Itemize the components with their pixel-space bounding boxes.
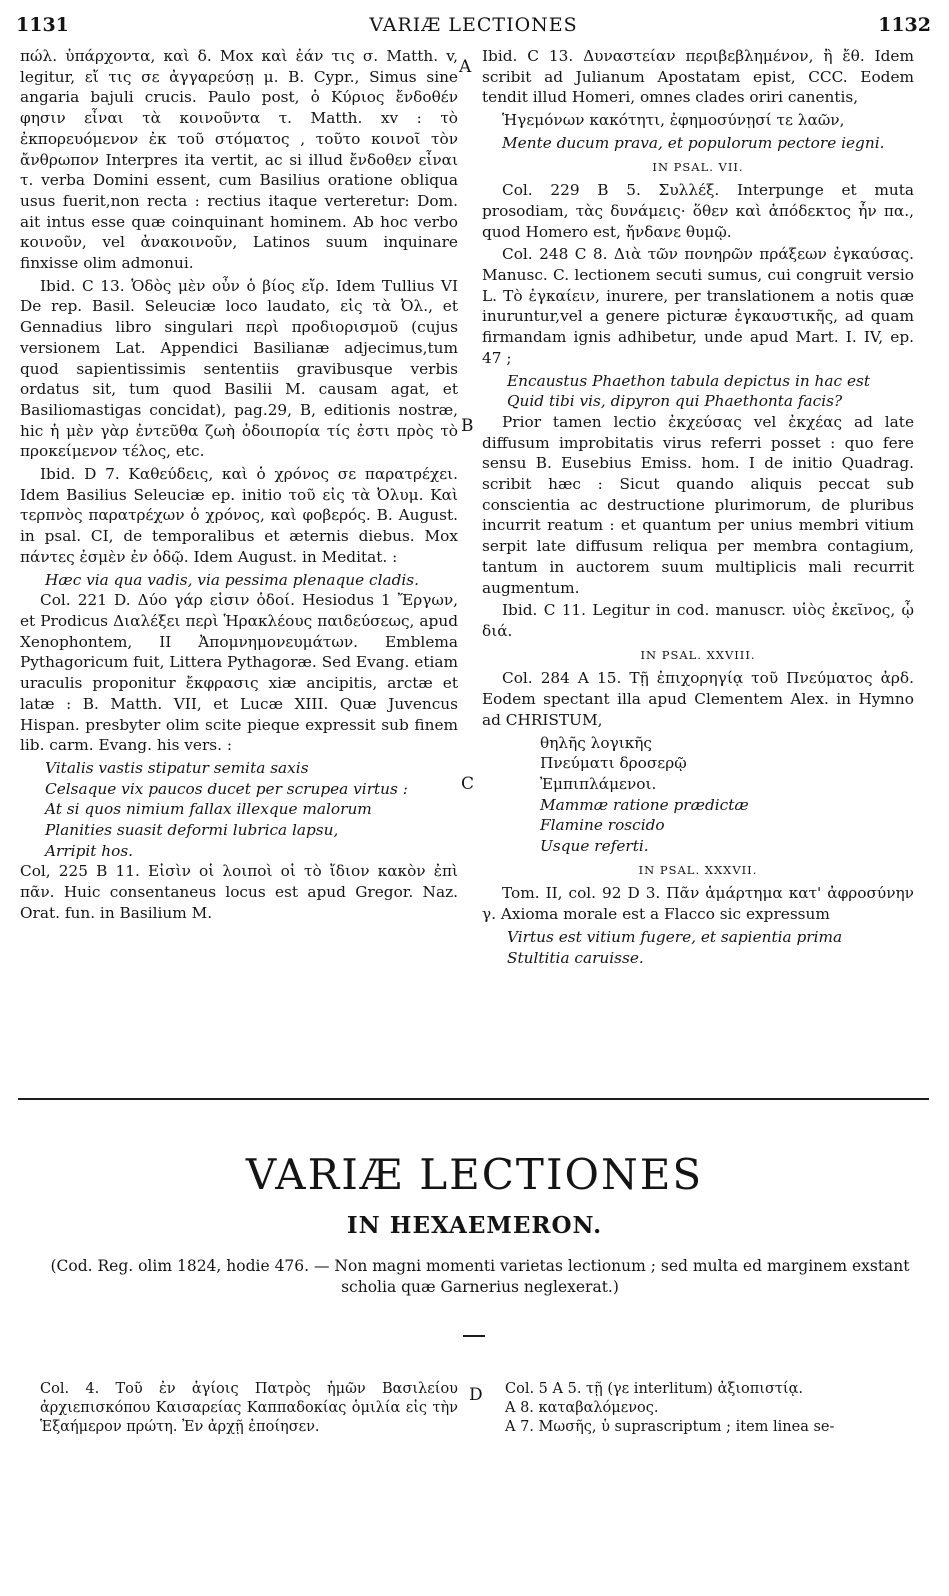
paragraph: Col. 229 B 5. Συλλέξ. Interpunge et muta prosodiam, τὰς δυνάμεις· ὅθεν καὶ ἀπόδεκτος ἦν πα., quod Homero est, ἤνδανε θυμῷ. <box>482 181 914 241</box>
margin-marker-c: C <box>461 774 475 794</box>
list-item: A 8. καταβαλόμενος. <box>505 1400 659 1416</box>
paragraph: Col. 248 C 8. Διὰ τῶν πονηρῶν πράξεων ἐγκαύσας. Manusc. C. lectionem secuti sumus, cui congruit versio L. Τὸ ἐγκαίειν, inurere, per translationem a notis quæ inuruntur,vel a genere picturæ ἐγκαυστικῆς, ad quam firmandam ignis adhibetur, unde apud Mart. I. IV, ep. 47 ; <box>482 245 914 367</box>
margin-marker-a: A <box>459 57 472 77</box>
running-title: VARIÆ LECTIONES <box>369 14 578 36</box>
hymn-line: θηλῆς λογικῆς <box>540 733 653 752</box>
list-item: A 7. Μωσῆς, ὑ suprascriptum ; item linea se- <box>505 1419 835 1435</box>
verse-line: Vitalis vastis stipatur semita saxis <box>45 758 309 777</box>
hymn-line: Πνεύματι δροσερῷ <box>540 754 687 773</box>
verse-line: Stultitia caruisse. <box>507 948 644 967</box>
verse-line: Hæc via qua vadis, via pessima plenaque cladis. <box>45 570 419 589</box>
hymn-line: Ἐμπιπλάμενοι. <box>540 774 657 793</box>
paragraph: Ibid. C 13. Δυναστείαν περιβεβλημένον, ἢ ἔθ. Idem scribit ad Julianum Apostatam epist, CCC. Eodem tendit illud Homeri, omnes clades oriri canentis, <box>482 47 914 107</box>
section-divider <box>18 1098 929 1100</box>
section-note: (Cod. Reg. olim 1824, hodie 476. — Non magni momenti varietas lectionum ; sed multa ed marginem exstant scholia quæ Garnerius neglexerat.) <box>50 1257 910 1296</box>
paragraph: Col. 221 D. Δύο γάρ εἰσιν ὁδοί. Hesiodus 1 Ἔργων, et Prodicus Διαλέξει περὶ Ἡρακλέους παιδεύσεως, apud Xenophontem, II Ἀπομνημονευμάτων. Emblema Pythagoricum fuit, Littera Pythagoræ. Sed Evang. etiam uraculis proponitur ἔκφρασις xiæ ancipitis, arctæ et latæ : B. Matth. VII, et Lucæ XIII. Quæ Juvencus Hispan. presbyter olim scite pieque expressit sub finem lib. carm. Evang. his vers. : <box>20 591 458 755</box>
paragraph: Col, 225 B 11. Εἰσὶν οἱ λοιποὶ οἱ τὸ ἴδιον κακὸν ἐπὶ πᾶν. Huic consentaneus locus est apud Gregor. Naz. Orat. fun. in Basilium M. <box>20 862 458 922</box>
bottom-right-column <box>505 1380 917 1437</box>
latin-verse: Mente ducum prava, et populorum pectore iegni. <box>502 133 885 152</box>
page-number-right: 1132 <box>878 14 931 36</box>
hymn-line: Flamine roscido <box>540 816 665 835</box>
section-heading: IN PSAL. VII. <box>652 159 744 174</box>
section-heading: IN PSAL. XXXVII. <box>638 862 758 877</box>
hymn-line: Mammæ ratione prædictæ <box>540 795 749 814</box>
verse-line: Encaustus Phaethon tabula depictus in hac est <box>507 371 871 390</box>
page-header <box>16 14 931 40</box>
section-title: VARIÆ LECTIONES <box>245 1150 704 1199</box>
right-column <box>482 46 914 968</box>
verse-line: At si quos nimium fallax illexque malorum <box>45 800 372 819</box>
verse-line: Quid tibi vis, dipyron qui Phaethonta facis? <box>507 392 843 411</box>
verse-line: Planities suasit deformi lubrica lapsu, <box>45 821 339 840</box>
paragraph: Ibid. C 13. Ὁδὸς μὲν οὖν ὁ βίος εἴρ. Idem Tullius VI De rep. Basil. Seleuciæ loco laudato, εἰς τὰ Ὀλ., et Gennadius libro singulari περὶ προδιορισμοῦ (cujus versionem Lat. Appendici Basilianæ adjecimus,tum quod sapientissimis sententiis gravibusque verbis ordatus sit, tum quod Basilii M. causam agat, et Basiliomastigas concidat), pag.29, B, editionis nostræ, hic ἡ μὲν γὰρ ἐντεῦθα ζωὴ ὁδοιπορία τίς ἐστι πρὸς τὸ προκείμενον τέλος, etc. <box>20 276 458 461</box>
paragraph: Col. 4. Τοῦ ἐν ἁγίοις Πατρὸς ἡμῶν Βασιλείου ἀρχιεπισκόπου Καισαρείας Καππαδοκίας ὁμιλία εἰς τὴν Ἑξαήμερον πρώτη. Ἐν ἀρχῇ ἐποίησεν. <box>40 1381 458 1435</box>
greek-verse: Ἡγεμόνων κακότητι, ἐφημοσύνῃσί τε λαῶν, <box>502 111 845 130</box>
verse-line: Virtus est vitium fugere, et sapientia prima <box>507 927 843 946</box>
page-number-left: 1131 <box>16 14 69 36</box>
margin-marker-d: D <box>469 1385 483 1405</box>
margin-marker-b: B <box>461 416 474 436</box>
paragraph: Ibid. C 11. Legitur in cod. manuscr. υἱὸς ἐκεῖνος, ᾧ διά. <box>482 601 914 640</box>
verse-line: Arripit hos. <box>45 841 134 860</box>
section-heading: IN PSAL. XXVIII. <box>640 647 756 662</box>
bottom-left-column <box>40 1380 458 1437</box>
short-divider <box>463 1335 485 1337</box>
hymn-line: Usque referti. <box>540 837 649 856</box>
left-column <box>20 46 458 926</box>
paragraph: Col. 284 A 15. Τῇ ἐπιχορηγίᾳ τοῦ Πνεύματος ἀρδ. Eodem spectant illa apud Clementem Alex. in Hymno ad CHRISTUM, <box>482 669 914 729</box>
paragraph: Tom. II, col. 92 D 3. Πᾶν ἁμάρτημα κατ' ἀφροσύνην γ. Axioma morale est a Flacco sic expressum <box>482 884 914 924</box>
verse-line: Celsaque vix paucos ducet per scrupea virtus : <box>45 779 408 798</box>
section-subtitle: IN HEXAEMERON. <box>346 1212 603 1239</box>
list-item: Col. 5 A 5. τῇ (γε interlitum) ἀξιοπιστίᾳ. <box>505 1381 803 1397</box>
paragraph: Prior tamen lectio ἐκχεύσας vel ἐκχέας ad late diffusum improbitatis virus referri posset : quo fere sensu B. Eusebius Emiss. hom. I de initio Quadrag. scribit hæc : Sicut quando aliquis peccat sub conscientia ac destructione plurimorum, de pluribus incurrit reatum : et quantum per unius membri vitium serpit late diffusum reliqua per membra contagium, tantum in auctorem suum multiplicis mali recurrit augmentum. <box>482 412 914 597</box>
paragraph: Ibid. D 7. Καθεύδεις, καὶ ὁ χρόνος σε παρατρέχει. Idem Basilius Seleuciæ ep. initio τοῦ εἰς τὰ Ὀλυμ. Καὶ τερπνὸς παρατρέχων ὁ χρόνος, καὶ φοβερός. B. August. in psal. CI, de temporalibus et æternis diebus. Mox πάντες ἐσμὲν ἐν ὁδῷ. Idem August. in Meditat. : <box>20 465 458 566</box>
paragraph: πώλ. ὑπάρχοντα, καὶ δ. Mox καὶ ἐάν τις σ. Matth. v, legitur, εἴ τις σε ἀγγαρεύσῃ μ. B. Cypr., Simus sine angaria bajuli crucis. Paulo post, ὁ Κύριος ἔνδοθέν φησιν εἶναι τὰ κοινοῦντα τ. Matth. xv : τὸ ἐκπορευόμενον ἐκ τοῦ στόματος , τοῦτο κοινοῖ τὸν ἄνθρωπον Interpres ita vertit, ac si illud ἔνδοθεν εἶναι τ. verba Domini essent, cum Basilius oratione obliqua usus fuerit,non recta : rectius itaque verteretur: Dom. ait intus esse quæ coinquinant hominem. Ab hoc verbo κοινοῦν, vel ἀνακοινοῦν, Latinos suum inquinare finxisse olim admonui. <box>20 47 458 273</box>
